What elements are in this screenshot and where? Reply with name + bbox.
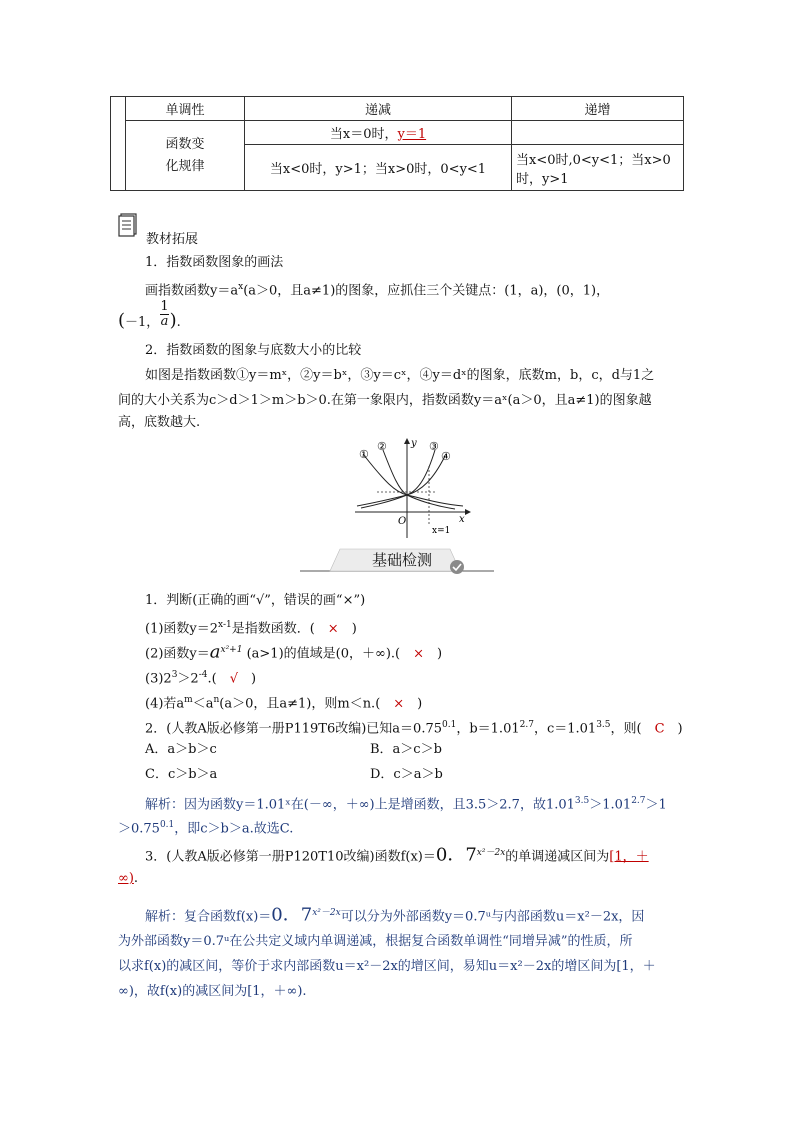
q2-answer: C [654,721,665,737]
row-label-line-2: 化规律 [165,158,205,174]
q2-sol-b: ＞1.01 [589,797,632,813]
table-header-increasing: 递增 [512,97,684,121]
table-header-decreasing: 递减 [245,97,512,121]
ext-p2-line-3: 高，底数越大. [118,415,201,430]
q2-sup2: 2.7 [519,720,534,730]
dec-cell-zero [245,121,512,145]
dec-cell-zero-answer: y＝1 [397,127,427,142]
q1-s1-a: (1)函数y＝2 [145,621,219,637]
paren-close: ) [169,310,177,331]
ext-p2-line-1: 如图是指数函数①y＝mˣ，②y＝bˣ，③y＝cˣ，④y＝dˣ的图象，底数m，b，c，d与1之 [145,368,655,383]
q2-sol-d: ＞0.75 [118,821,160,837]
q2-stem-d: ，则( [610,721,655,737]
inc-cell-range-line-2: 时，y>1 [516,171,569,187]
q3-answer-b: ∞) [118,871,134,886]
ext-p1-body-a: 画指数函数y＝a [145,283,239,299]
fraction-denominator: a [160,314,169,329]
q2-stem-b: ，b＝1.01 [456,721,520,737]
inc-cell-range [512,145,684,191]
dec-cell-zero-text: 当x＝0时， [329,127,398,142]
q2-sol-e: ，即c＞b＞a.故选C. [174,821,294,837]
x-axis-arrow [465,509,471,515]
ext-p1-body-b: (a＞0，且a≠1)的图象，应抓住三个关键点：(1，a)，(0，1)， [243,283,610,299]
table-left-cell [111,97,126,191]
q3-solution-line-3: 以求f(x)的减区间，等价于求内部函数u＝x²－2x的增区间，易知u＝x²－2x的增区间为[1，＋ [118,959,656,974]
q1-s2-mark: × [413,646,424,662]
q3-solution-line-4: ∞)，故f(x)的减区间为[1，＋∞). [118,984,307,999]
dec-cell-range: 当x<0时，y>1；当x>0时，0<y<1 [245,145,512,191]
q1-s1 [145,616,357,638]
q3-base: 0．7 [435,844,477,866]
ext-p2-line-2: 间的大小关系为c＞d＞1＞m＞b＞0.在第一象限内，指数函数y＝aˣ(a＞0，且a≠1)的图象越 [118,393,652,408]
q3-answer-a: [1，＋ [609,849,649,865]
q3-stem [145,844,649,866]
q1-s4-a: (4)若a [145,696,185,712]
q2-solution-line-2 [118,816,293,838]
x-axis-label: x [459,514,465,525]
q2-sol-sup3: 0.1 [159,820,175,830]
q1-s4-sup1: m [184,695,193,705]
q1-s2 [145,641,442,663]
origin-label: O [398,516,407,527]
q1-s3-mark: √ [229,671,238,687]
q1-s2-a: (2)函数y＝ [145,646,210,662]
q2-sup3: 3.5 [596,720,611,730]
q1-s2-sup: x²+1 [220,645,243,655]
table-row-label [126,121,245,191]
q2-stem-a: 2．(人教A版必修第一册P119T6改编)已知a＝0.75 [145,721,443,737]
label-1: ① [359,448,369,461]
q1-s3 [145,666,256,688]
q1-title: 1．判断(正确的画“√”，错误的画“×”) [145,593,366,608]
q3-sol-a: 解析：复合函数f(x)＝ [145,909,272,925]
q3-stem-c: . [133,871,139,886]
q1-s2-c: ) [424,646,443,662]
section-title: 教材拓展 [146,232,199,247]
q1-s4-d: ) [404,696,423,712]
q1-s3-b: ＞2 [177,671,199,687]
q1-s2-b: (a>1)的值域是(0，＋∞).( [242,646,414,662]
q1-s3-a: (3)2 [145,671,172,687]
label-2: ② [377,440,387,453]
q1-s4-c: (a＞0，且a≠1)，则m＜n.( [219,696,394,712]
q3-stem-b: 的单调递减区间为 [505,849,610,865]
q1-s2-base: a [209,641,221,663]
book-icon [118,212,140,238]
fraction-numerator: 1 [160,299,169,314]
q2-sol-sup2: 2.7 [631,796,646,806]
q3-sol-sup: x²－2x [312,908,341,918]
q2-sup1: 0.1 [442,720,457,730]
q1-s4-sup2: n [213,695,220,705]
y-axis-label: y [411,438,417,449]
q3-solution-line-1 [145,904,644,926]
q2-sol-a: 解析：因为函数y＝1.01ˣ在(－∞，＋∞)上是增函数，且3.5＞2.7，故1.01 [145,797,575,813]
q1-s3-sup2: -4 [198,670,208,680]
ext-p1-title: 1．指数函数图象的画法 [145,255,284,270]
q2-option-d: D．c＞a＞b [370,767,443,782]
q2-option-a: A．a＞b＞c [145,742,217,757]
q1-s1-sup: x-1 [218,620,232,630]
q1-s4-b: ＜a [192,696,214,712]
ext-p1-body-sup: x [238,282,244,292]
ext-p2-title: 2．指数函数的图象与底数大小的比较 [145,343,362,358]
q3-sol-b: 可以分为外部函数y＝0.7ᵘ与内部函数u＝x²－2x，因 [340,909,645,925]
paren-open: ( [118,310,126,331]
check-circle-icon [450,560,464,574]
q1-s3-sup1: 3 [171,670,178,680]
q2-sol-sup1: 3.5 [574,796,590,806]
ext-p1-body [145,278,609,300]
row-label-line-1: 函数变 [165,136,205,152]
q2-option-c: C．c＞b＞a [145,767,218,782]
ext-p1-point [118,300,181,336]
q1-s1-c: ) [338,621,357,637]
inc-cell-zero [512,121,684,145]
q1-s3-c: .( [207,671,230,687]
label-3: ③ [429,440,439,453]
q2-stem-c: ，c＝1.01 [533,721,597,737]
q3-stem-line-2 [118,870,138,888]
inc-cell-range-line-1: 当x<0时,0<y<1；当x>0 [516,152,671,168]
q1-s4 [145,691,422,713]
monotonicity-table [110,96,684,191]
table-header-property: 单调性 [126,97,245,121]
exponential-graph [355,436,471,540]
q2-stem [145,716,683,738]
fraction [160,300,168,329]
banner-title: 基础检测 [372,551,433,569]
ext-p1-end: . [176,315,181,330]
q1-s3-d: ) [238,671,257,687]
q1-s1-mark: × [327,621,339,637]
q2-sol-c: ＞1 [645,797,667,813]
ext-p1-point-text: －1， [125,315,160,330]
q3-sol-base: 0．7 [271,904,313,926]
q2-option-b: B．a＞c＞b [370,742,442,757]
q1-s1-b: 是指数函数．( [231,621,328,637]
y-axis-arrow [404,438,410,444]
q3-solution-line-2: 为外部函数y＝0.7ᵘ在公共定义域内单调递减，根据复合函数单调性“同增异减”的性质，所 [118,934,633,949]
q1-s4-mark: × [393,696,405,712]
q3-sup: x²－2x [476,848,506,858]
q2-solution-line-1 [145,792,667,814]
x1-label: x=1 [432,526,451,536]
label-4: ④ [441,450,451,463]
q2-stem-e: ) [664,721,683,737]
q3-stem-a: 3．(人教A版必修第一册P120T10改编)函数f(x)＝ [145,849,436,865]
